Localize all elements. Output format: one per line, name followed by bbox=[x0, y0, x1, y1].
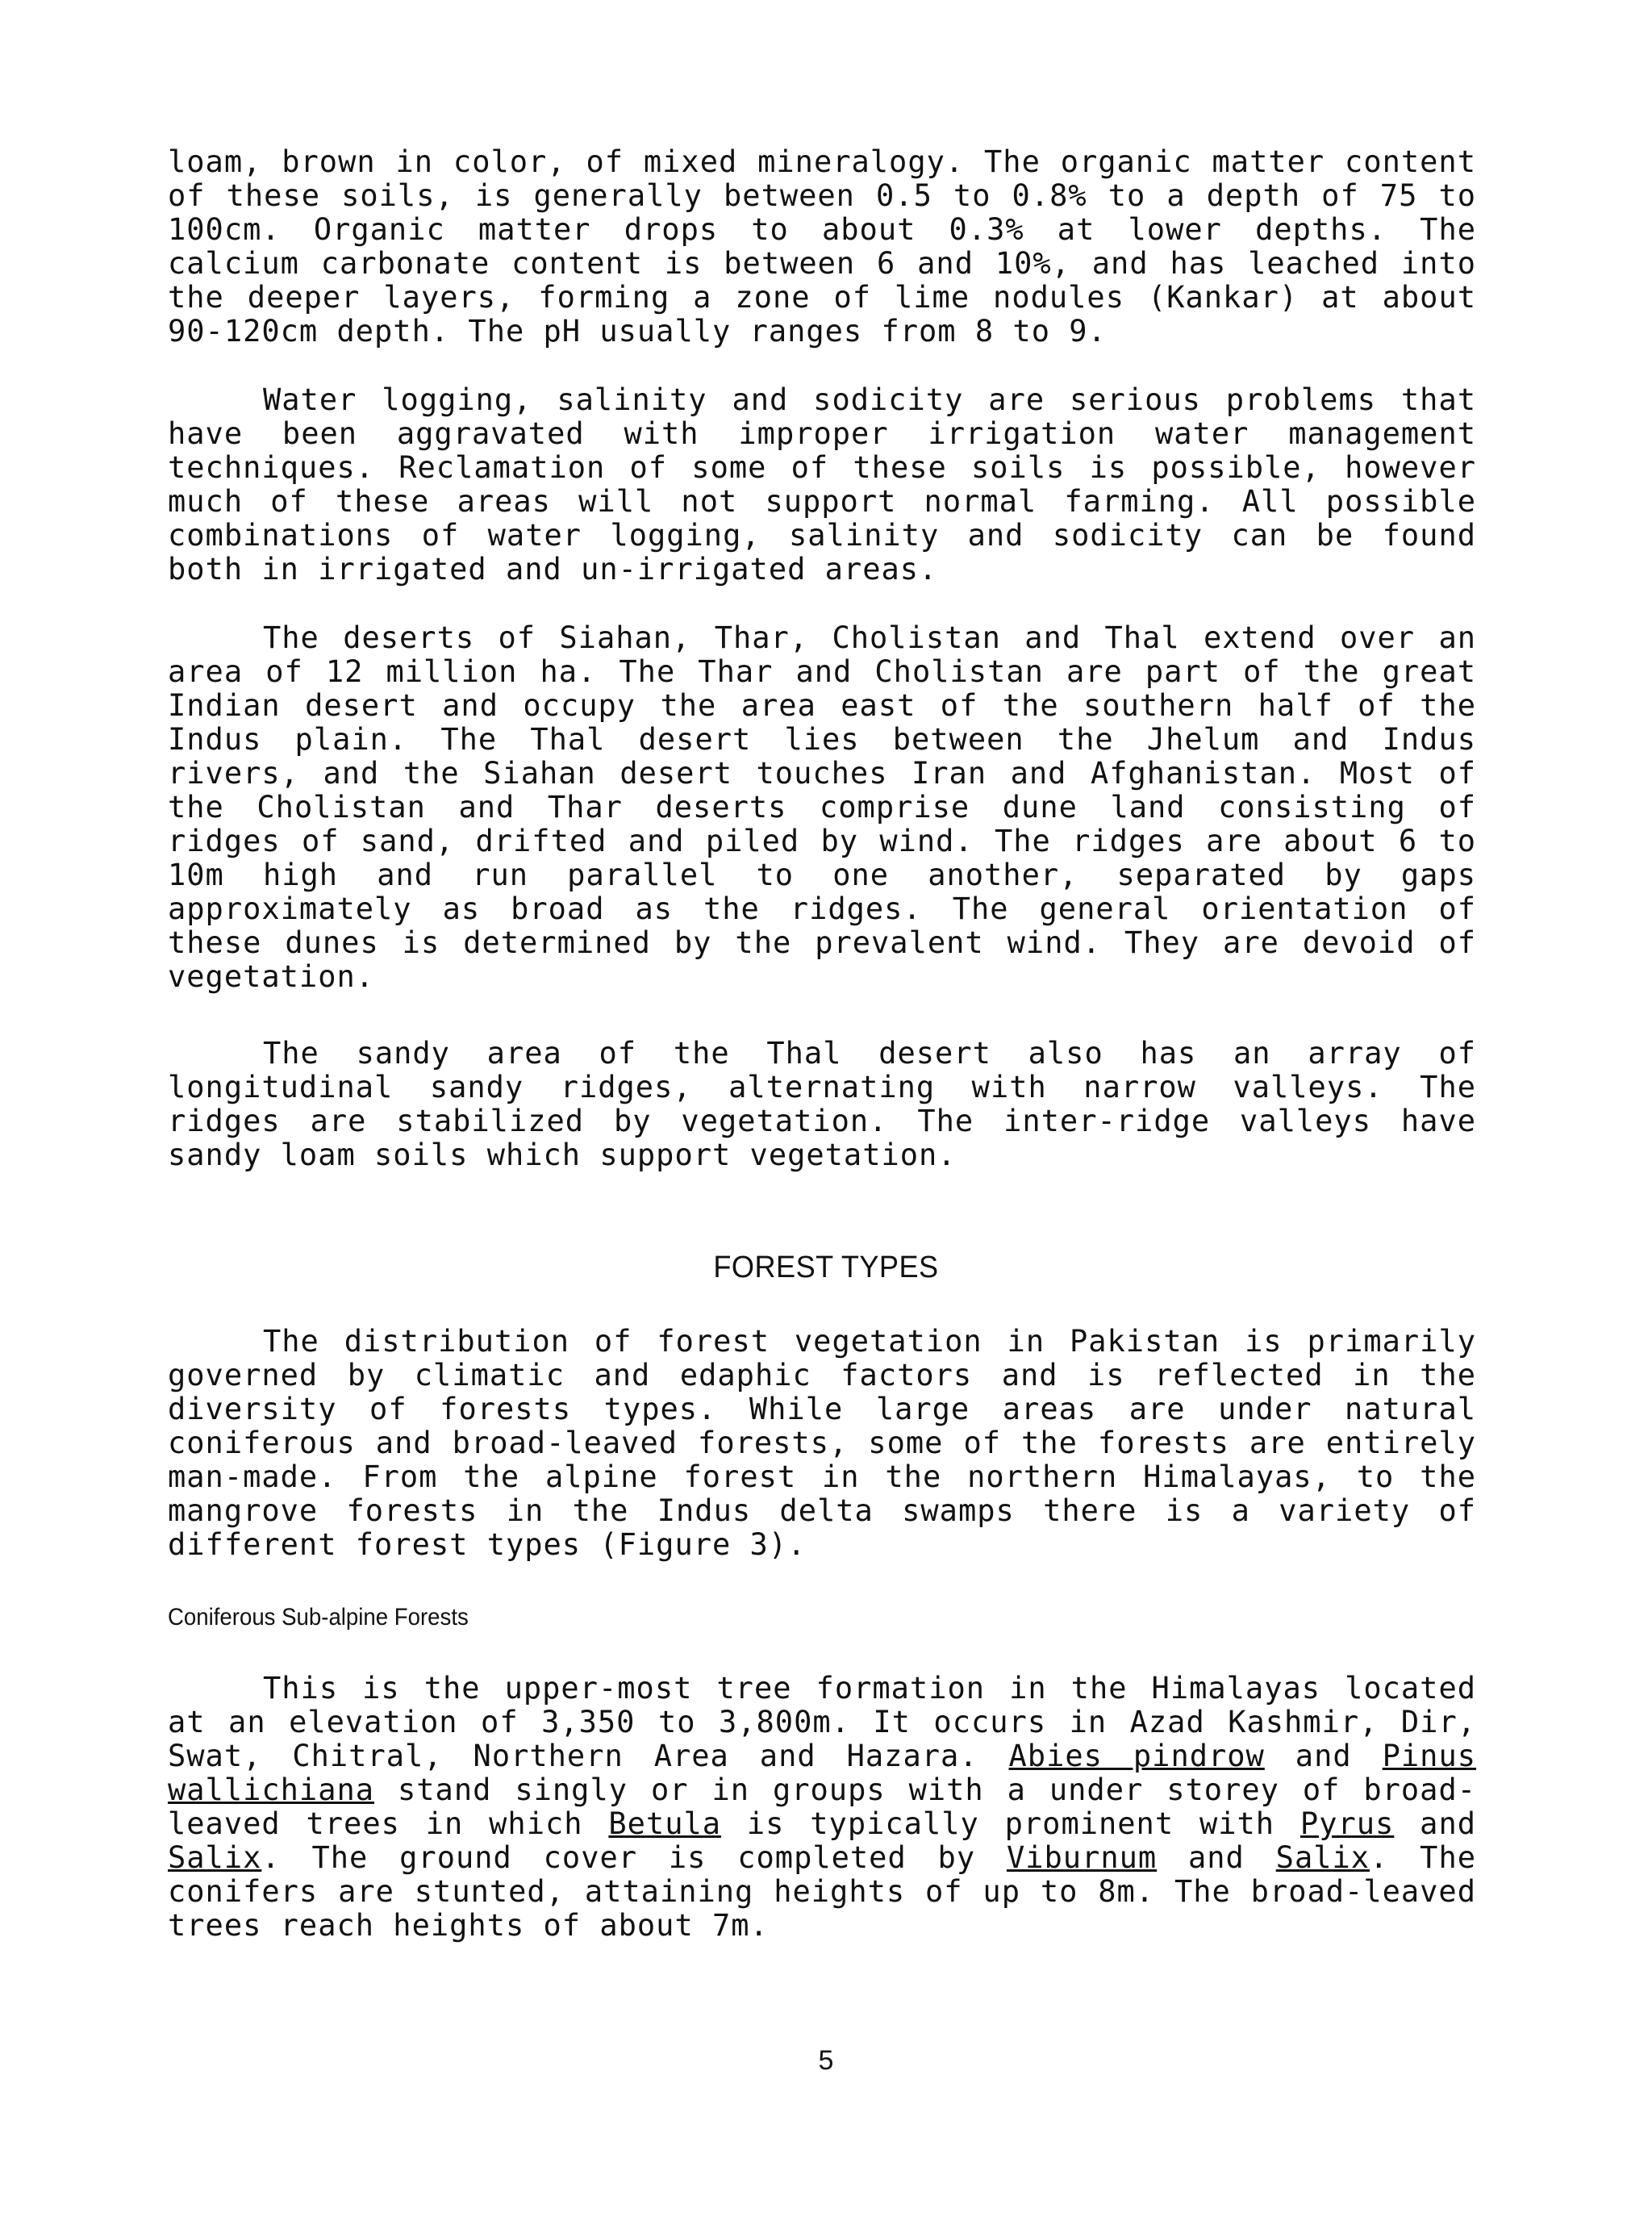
paragraph-water-logging: Water logging, salinity and sodicity are serious problems that have been aggravated with improper irrigation water management techniques. Reclamation of some of these soils is possible, however much of these areas will not support normal farming. All possible combinations of water logging, salinity and sodicity can be found both in irrigated and un-irrigated areas. bbox=[168, 382, 1476, 587]
text-segment: and bbox=[1394, 1806, 1476, 1841]
page-number: 5 bbox=[818, 2045, 834, 2076]
text-segment: stand singly or in groups with a under storey of broad-leaved trees in which bbox=[168, 1772, 1476, 1841]
species-viburnum: Viburnum bbox=[1006, 1840, 1158, 1875]
text-segment: This is the upper-most tree formation in the Himalayas located at an elevation of 3,350 to 3,800m. It occurs in Azad Kashmir, Dir, Swat, Chitral, Northern Area and Hazara. bbox=[168, 1671, 1476, 1773]
heading-forest-types: FOREST TYPES bbox=[713, 1251, 939, 1284]
paragraph-deserts: The deserts of Siahan, Thar, Cholistan and Thal extend over an area of 12 million ha. The Thar and Cholistan are part of the great Indian desert and occupy the area east of the southern half of the Indus plain. The Thal desert lies between the Jhelum and Indus rivers, and the Siahan desert touches Iran and Afghanistan. Most of the Cholistan and Thar deserts comprise dune land consisting of ridges of sand, drifted and piled by wind. The ridges are about 6 to 10m high and run parallel to one another, separated by gaps approximately as broad as the ridges. The general orientation of these dunes is determined by the prevalent wind. They are devoid of vegetation. bbox=[168, 620, 1476, 994]
text-segment: and bbox=[1157, 1840, 1276, 1875]
heading-coniferous-subalpine: Coniferous Sub-alpine Forests bbox=[168, 1604, 469, 1631]
species-betula: Betula bbox=[608, 1806, 722, 1841]
species-pyrus: Pyrus bbox=[1299, 1806, 1395, 1841]
paragraph-forest-distribution: The distribution of forest vegetation in Pakistan is primarily governed by climatic and edaphic factors and is reflected in the diversity of forests types. While large areas are under natural coniferous and broad-leaved forests, some of the forests are entirely man-made. From the alpine forest in the northern Himalayas, to the mangrove forests in the Indus delta swamps there is a variety of different forest types (Figure 3). bbox=[168, 1324, 1476, 1562]
text-segment: is typically prominent with bbox=[721, 1806, 1300, 1841]
species-pinus-wallichiana: Pinus wallichiana bbox=[168, 1739, 1477, 1807]
text-segment: . The ground cover is completed by bbox=[261, 1840, 1007, 1875]
paragraph-soil-description: loam, brown in color, of mixed mineralogy. The organic matter content of these soils, is generally between 0.5 to 0.8% to a depth of 75 to 100cm. Organic matter drops to about 0.3% at lower depths. The calcium carbonate content is between 6 and 10%, and has leached into the deeper layers, forming a zone of lime nodules (Kankar) at about 90-120cm depth. The pH usually ranges from 8 to 9. bbox=[168, 144, 1476, 349]
paragraph-subalpine-forests bbox=[168, 1672, 1476, 1943]
text-segment: . The conifers are stunted, attaining heights of up to 8m. The broad-leaved trees reach heights of about 7m. bbox=[168, 1840, 1476, 1943]
text-segment: and bbox=[1264, 1739, 1383, 1773]
paragraph-thal-desert: The sandy area of the Thal desert also has an array of longitudinal sandy ridges, alternating with narrow valleys. The ridges are stabilized by vegetation. The inter-ridge valleys have sandy loam soils which support vegetation. bbox=[168, 1036, 1476, 1172]
species-salix: Salix bbox=[1275, 1840, 1370, 1875]
species-abies-pindrow: Abies pindrow bbox=[1008, 1739, 1265, 1773]
species-salix: Salix bbox=[168, 1840, 262, 1875]
